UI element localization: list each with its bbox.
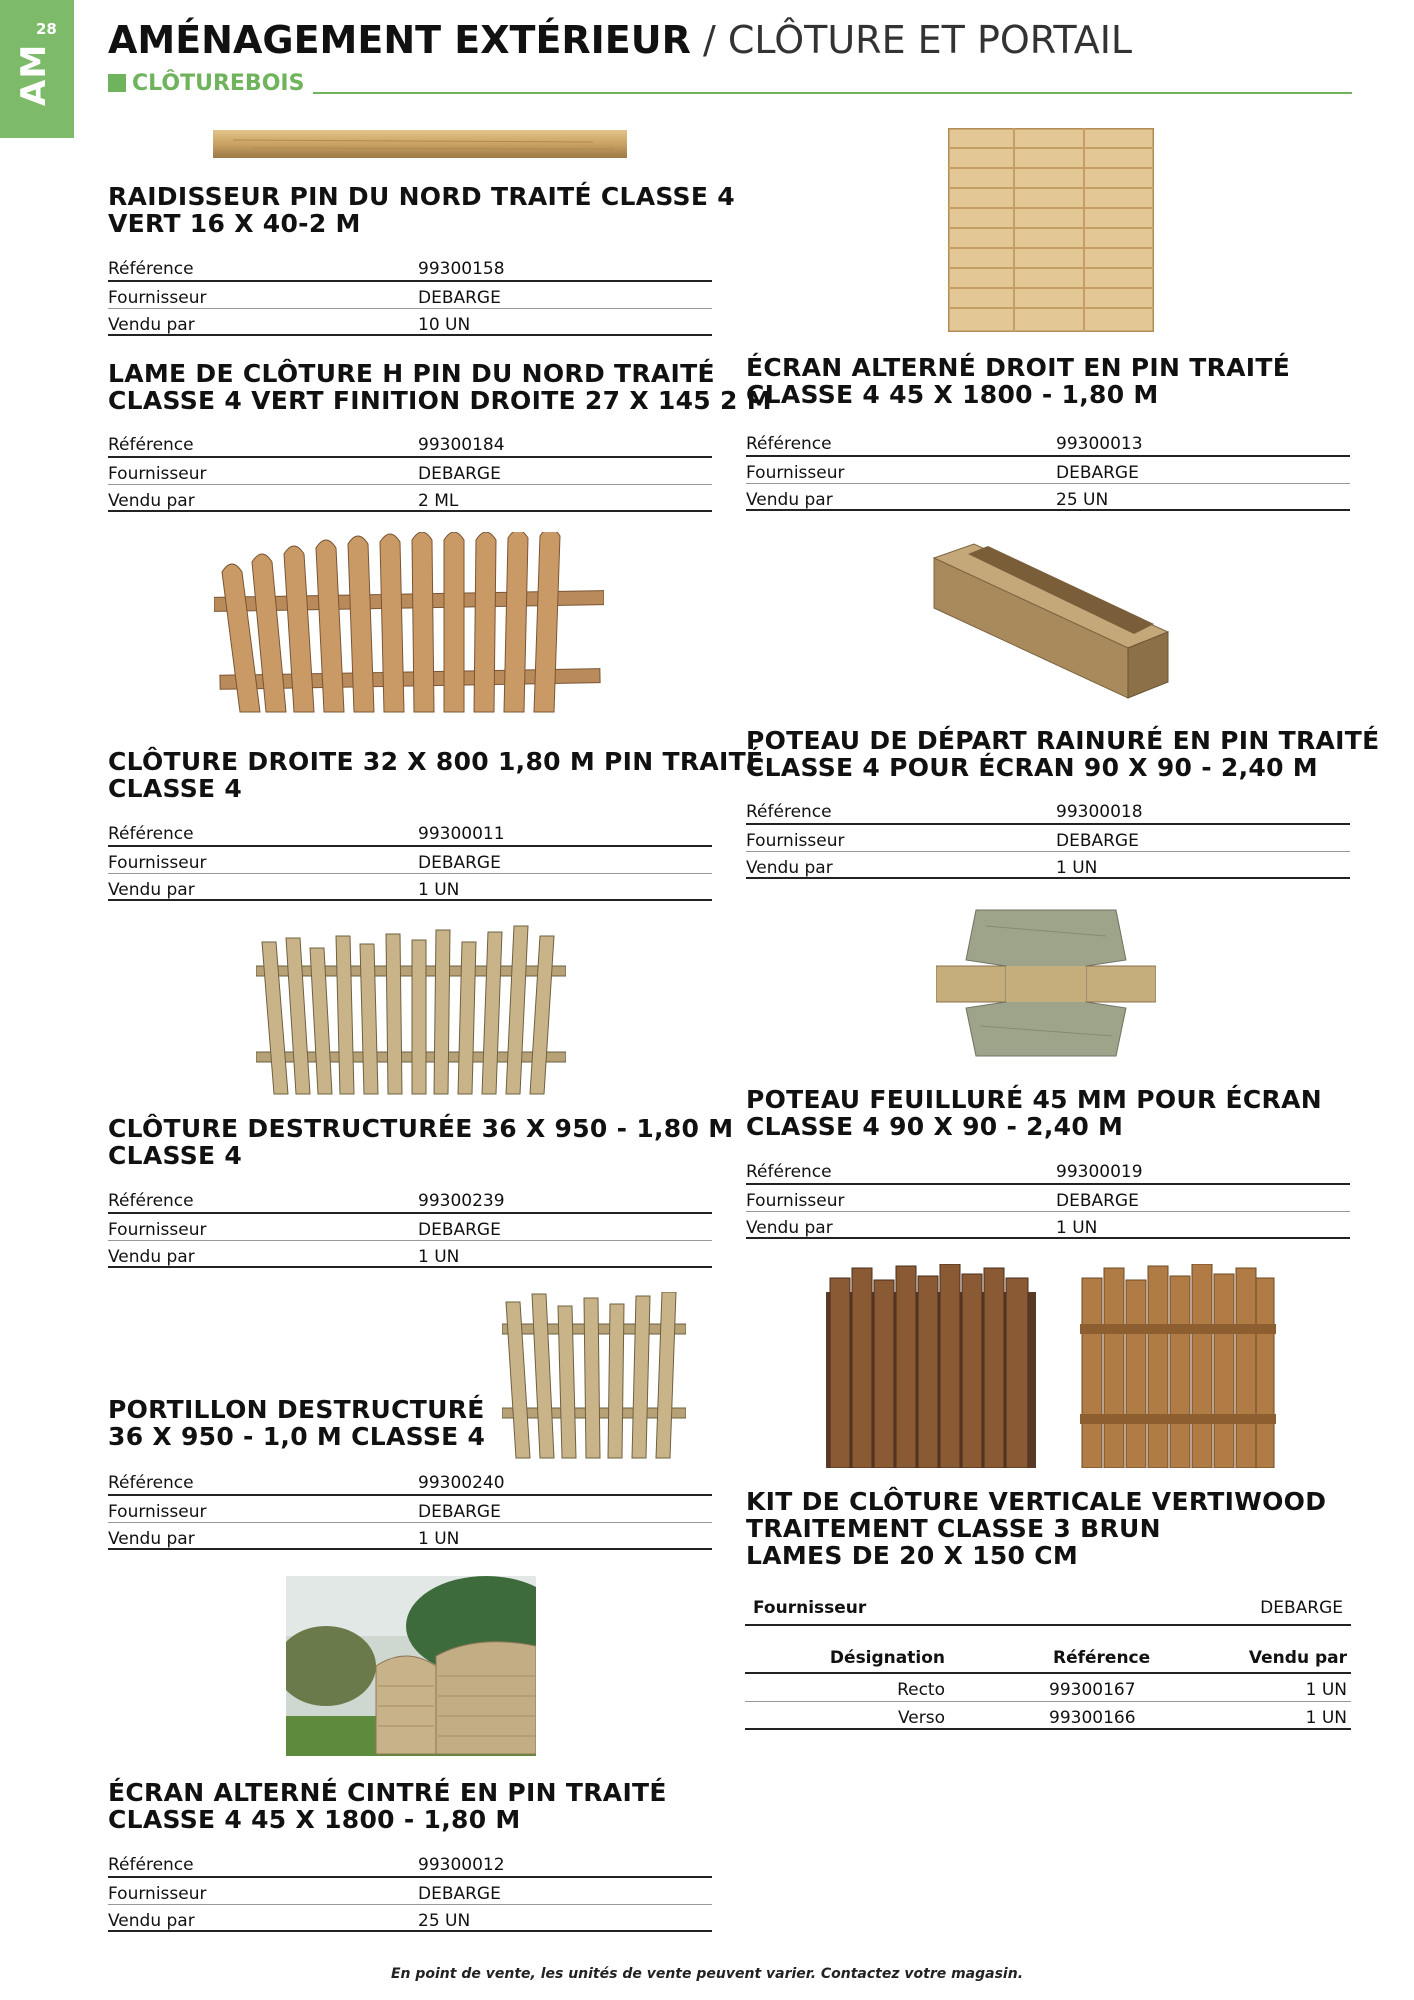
spec-table-portillon — [108, 1467, 712, 1550]
spec-table-lame — [108, 429, 712, 512]
spec-row-reference: Référence 99300158 — [108, 253, 712, 282]
product-title-cloture-destructuree: CLÔTURE DESTRUCTURÉE 36 X 950 - 1,80 M CLASSE 4 — [108, 1114, 734, 1170]
spec-row-reference: Référence 99300018 — [746, 796, 1350, 825]
spec-table-poteau-feuillure — [746, 1156, 1350, 1239]
product-title-poteau-rainure: POTEAU DE DÉPART RAINURÉ EN PIN TRAITÉ CLASSE 4 POUR ÉCRAN 90 X 90 - 2,40 M — [746, 726, 1380, 782]
table-row: Verso 99300166 1 UN — [745, 1702, 1351, 1730]
spec-row-reference: Référence 99300013 — [746, 428, 1350, 457]
page-title-sub: CLÔTURE ET PORTAIL — [727, 18, 1133, 62]
product-title-kit: KIT DE CLÔTURE VERTICALE VERTIWOOD TRAITEMENT CLASSE 3 BRUN LAMES DE 20 X 150 CM — [746, 1487, 1327, 1570]
category-rule — [313, 92, 1352, 94]
product-image-portillon — [502, 1292, 686, 1464]
spec-row-supplier: Fournisseur DEBARGE — [108, 1214, 712, 1241]
spec-table-ecran-droit — [746, 428, 1350, 511]
page-title-separator: / — [702, 18, 716, 62]
product-image-poteau-feuillure — [936, 906, 1156, 1060]
product-image-kit-verso — [1080, 1264, 1276, 1468]
product-image-cloture-droite — [214, 532, 604, 732]
spec-table-poteau-rainure — [746, 796, 1350, 879]
table-header: Désignation Référence Vendu par — [745, 1642, 1351, 1674]
section-code: AM — [14, 43, 54, 106]
spec-row-sold-by: Vendu par 2 ML — [108, 485, 712, 512]
spec-row-reference: Référence 99300240 — [108, 1467, 712, 1496]
spec-row-supplier: Fournisseur DEBARGE — [108, 1878, 712, 1905]
kit-supplier-label: Fournisseur — [753, 1598, 867, 1618]
spec-row-supplier: Fournisseur DEBARGE — [108, 282, 712, 309]
product-image-ecran-droit — [948, 128, 1154, 332]
product-image-kit-recto — [826, 1264, 1036, 1468]
page-number: 28 — [36, 20, 57, 38]
product-title-ecran-cintre: ÉCRAN ALTERNÉ CINTRÉ EN PIN TRAITÉ CLASSE 4 45 X 1800 - 1,80 M — [108, 1778, 667, 1834]
spec-row-reference: Référence 99300011 — [108, 818, 712, 847]
category-label: CLÔTUREBOIS — [132, 71, 305, 96]
product-title-raidisseur: RAIDISSEUR PIN DU NORD TRAITÉ CLASSE 4 VERT 16 X 40-2 M — [108, 182, 735, 238]
product-title-ecran-droit: ÉCRAN ALTERNÉ DROIT EN PIN TRAITÉ CLASSE 4 45 X 1800 - 1,80 M — [746, 353, 1291, 409]
spec-row-sold-by: Vendu par 25 UN — [746, 484, 1350, 511]
spec-row-supplier: Fournisseur DEBARGE — [746, 1185, 1350, 1212]
spec-table-raidisseur — [108, 253, 712, 336]
product-image-cloture-destructuree — [256, 922, 566, 1096]
spec-row-reference: Référence 99300184 — [108, 429, 712, 458]
product-image-raidisseur — [213, 128, 627, 160]
spec-row-sold-by: Vendu par 10 UN — [108, 309, 712, 336]
kit-supplier-value: DEBARGE — [1260, 1598, 1343, 1618]
kit-supplier-row — [745, 1592, 1351, 1626]
product-title-lame: LAME DE CLÔTURE H PIN DU NORD TRAITÉ CLASSE 4 VERT FINITION DROITE 27 X 145 2 M — [108, 359, 772, 415]
product-title-cloture-droite: CLÔTURE DROITE 32 X 800 1,80 M PIN TRAITÉ CLASSE 4 — [108, 747, 764, 803]
spec-row-sold-by: Vendu par 1 UN — [746, 852, 1350, 879]
spec-row-supplier: Fournisseur DEBARGE — [746, 825, 1350, 852]
kit-variants-table — [745, 1642, 1351, 1730]
spec-row-reference: Référence 99300019 — [746, 1156, 1350, 1185]
spec-row-supplier: Fournisseur DEBARGE — [108, 847, 712, 874]
product-title-poteau-feuillure: POTEAU FEUILLURÉ 45 MM POUR ÉCRAN CLASSE 4 90 X 90 - 2,40 M — [746, 1085, 1322, 1141]
category-marker — [108, 74, 126, 92]
spec-row-sold-by: Vendu par 1 UN — [746, 1212, 1350, 1239]
spec-row-sold-by: Vendu par 1 UN — [108, 1523, 712, 1550]
spec-table-cloture-destructuree — [108, 1185, 712, 1268]
category-header — [108, 72, 1352, 96]
page-title-main: AMÉNAGEMENT EXTÉRIEUR — [108, 18, 691, 62]
spec-row-reference: Référence 99300012 — [108, 1849, 712, 1878]
spec-row-sold-by: Vendu par 1 UN — [108, 874, 712, 901]
spec-row-supplier: Fournisseur DEBARGE — [746, 457, 1350, 484]
footer-note: En point de vente, les unités de vente peuvent varier. Contactez votre magasin. — [390, 1966, 1024, 1982]
page-title — [108, 18, 1132, 62]
product-title-portillon: PORTILLON DESTRUCTURÉ 36 X 950 - 1,0 M CLASSE 4 — [108, 1395, 486, 1451]
spec-table-ecran-cintre — [108, 1849, 712, 1932]
spec-table-cloture-droite — [108, 818, 712, 901]
product-image-ecran-cintre — [286, 1576, 536, 1756]
spec-row-supplier: Fournisseur DEBARGE — [108, 458, 712, 485]
spec-row-sold-by: Vendu par 25 UN — [108, 1905, 712, 1932]
product-image-poteau-rainure — [928, 538, 1174, 704]
section-tab — [0, 0, 74, 138]
table-row: Recto 99300167 1 UN — [745, 1674, 1351, 1702]
spec-row-sold-by: Vendu par 1 UN — [108, 1241, 712, 1268]
spec-row-supplier: Fournisseur DEBARGE — [108, 1496, 712, 1523]
spec-row-reference: Référence 99300239 — [108, 1185, 712, 1214]
